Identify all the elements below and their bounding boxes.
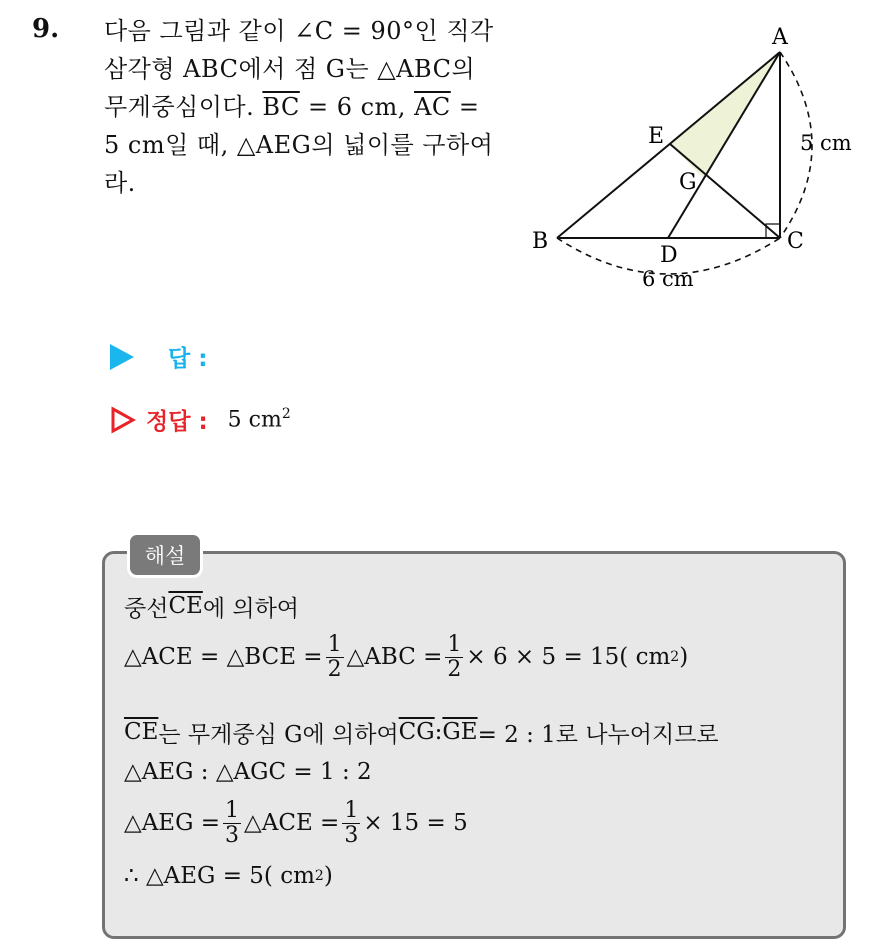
label-a: A (772, 25, 788, 50)
s2-mid: △ABC = (346, 644, 443, 670)
solution-line-1 (124, 586, 834, 626)
label-g: G (679, 170, 697, 195)
s3-seg3: $\overline{GE}$ (442, 719, 478, 745)
frac-num: 1 (327, 631, 342, 657)
s3-mid: 는 무게중심 G에 의하여 (158, 721, 399, 748)
play-icon (110, 344, 134, 370)
problem-text (104, 12, 504, 202)
label-c: C (787, 229, 804, 254)
answer-label: 답 : (168, 346, 208, 372)
problem-line-4: 5 cm일 때, △AEG의 넓이를 구하여 (104, 131, 494, 159)
frac-num: 1 (447, 631, 462, 657)
answer-row (110, 340, 207, 373)
label-e: E (648, 124, 665, 149)
s1-pre: 중선 (124, 595, 169, 622)
s2-exp: 2 (670, 649, 680, 665)
s3-colon: : (434, 719, 443, 745)
s1-seg: $\overline{CE}$ (168, 593, 203, 619)
fraction-half-1 (326, 633, 344, 682)
solution-text (124, 586, 834, 898)
s5-pre: △AEG = (124, 810, 221, 836)
s3-seg1: $\overline{CE}$ (124, 719, 159, 745)
length-ac: 5 cm (800, 131, 852, 155)
correct-answer-exponent: 2 (281, 406, 291, 423)
s3-post: = 2 : 1로 나누어지므로 (477, 721, 719, 748)
fraction-third-1 (223, 799, 241, 848)
fraction-third-2 (342, 799, 360, 848)
problem-line-5: 라. (104, 169, 136, 197)
problem-line-3 (104, 88, 504, 126)
s2-close: ) (679, 644, 689, 670)
triangle-figure (522, 18, 862, 298)
s2-post: × 6 × 5 = 15( cm (466, 644, 671, 670)
frac-den: 2 (327, 656, 342, 682)
label-d: D (660, 243, 678, 268)
s3-seg2: $\overline{CG}$ (398, 719, 435, 745)
solution-line-4 (124, 752, 834, 792)
problem-number: 9. (32, 14, 60, 44)
solution-badge: 해설 (127, 532, 203, 578)
s1-post: 에 의하여 (202, 595, 300, 622)
frac-den: 2 (447, 656, 462, 682)
solution-line-6 (124, 854, 834, 898)
length-bc: 6 cm (642, 267, 694, 291)
s6-close: ) (323, 863, 333, 889)
frac-num: 1 (225, 797, 240, 823)
solution-line-2 (124, 626, 834, 688)
s5-mid: △ACE = (244, 810, 340, 836)
correct-answer-row (110, 403, 291, 436)
frac-num: 1 (344, 797, 359, 823)
s6-exp: 2 (314, 868, 324, 884)
s4: △AEG : △AGC = 1 : 2 (124, 759, 372, 785)
segment-bc: $\overline{BC}$ (262, 93, 300, 121)
correct-answer-label: 정답 : (146, 409, 208, 435)
line3-pre: 무게중심이다. (104, 93, 263, 121)
solution-line-3 (124, 712, 834, 752)
line3-mid: = 6 cm, (299, 93, 415, 121)
fraction-half-2 (445, 633, 463, 682)
correct-answer-number: 5 cm (227, 407, 282, 433)
problem-line-1: 다음 그림과 같이 ∠C = 90°인 직각 (104, 17, 494, 45)
s2-pre: △ACE = △BCE = (124, 644, 323, 670)
label-b: B (532, 229, 549, 254)
frac-den: 3 (225, 822, 240, 848)
segment-ac: $\overline{AC}$ (414, 93, 451, 121)
s6-pre: ∴ △AEG = 5( cm (124, 863, 315, 889)
solution-line-5 (124, 792, 834, 854)
problem-line-2: 삼각형 ABC에서 점 G는 △ABC의 (104, 55, 476, 83)
line3-post: = (450, 93, 480, 121)
s5-post: × 15 = 5 (363, 810, 468, 836)
frac-den: 3 (344, 822, 359, 848)
correct-answer-value (228, 406, 291, 432)
play-outline-icon (110, 406, 136, 434)
